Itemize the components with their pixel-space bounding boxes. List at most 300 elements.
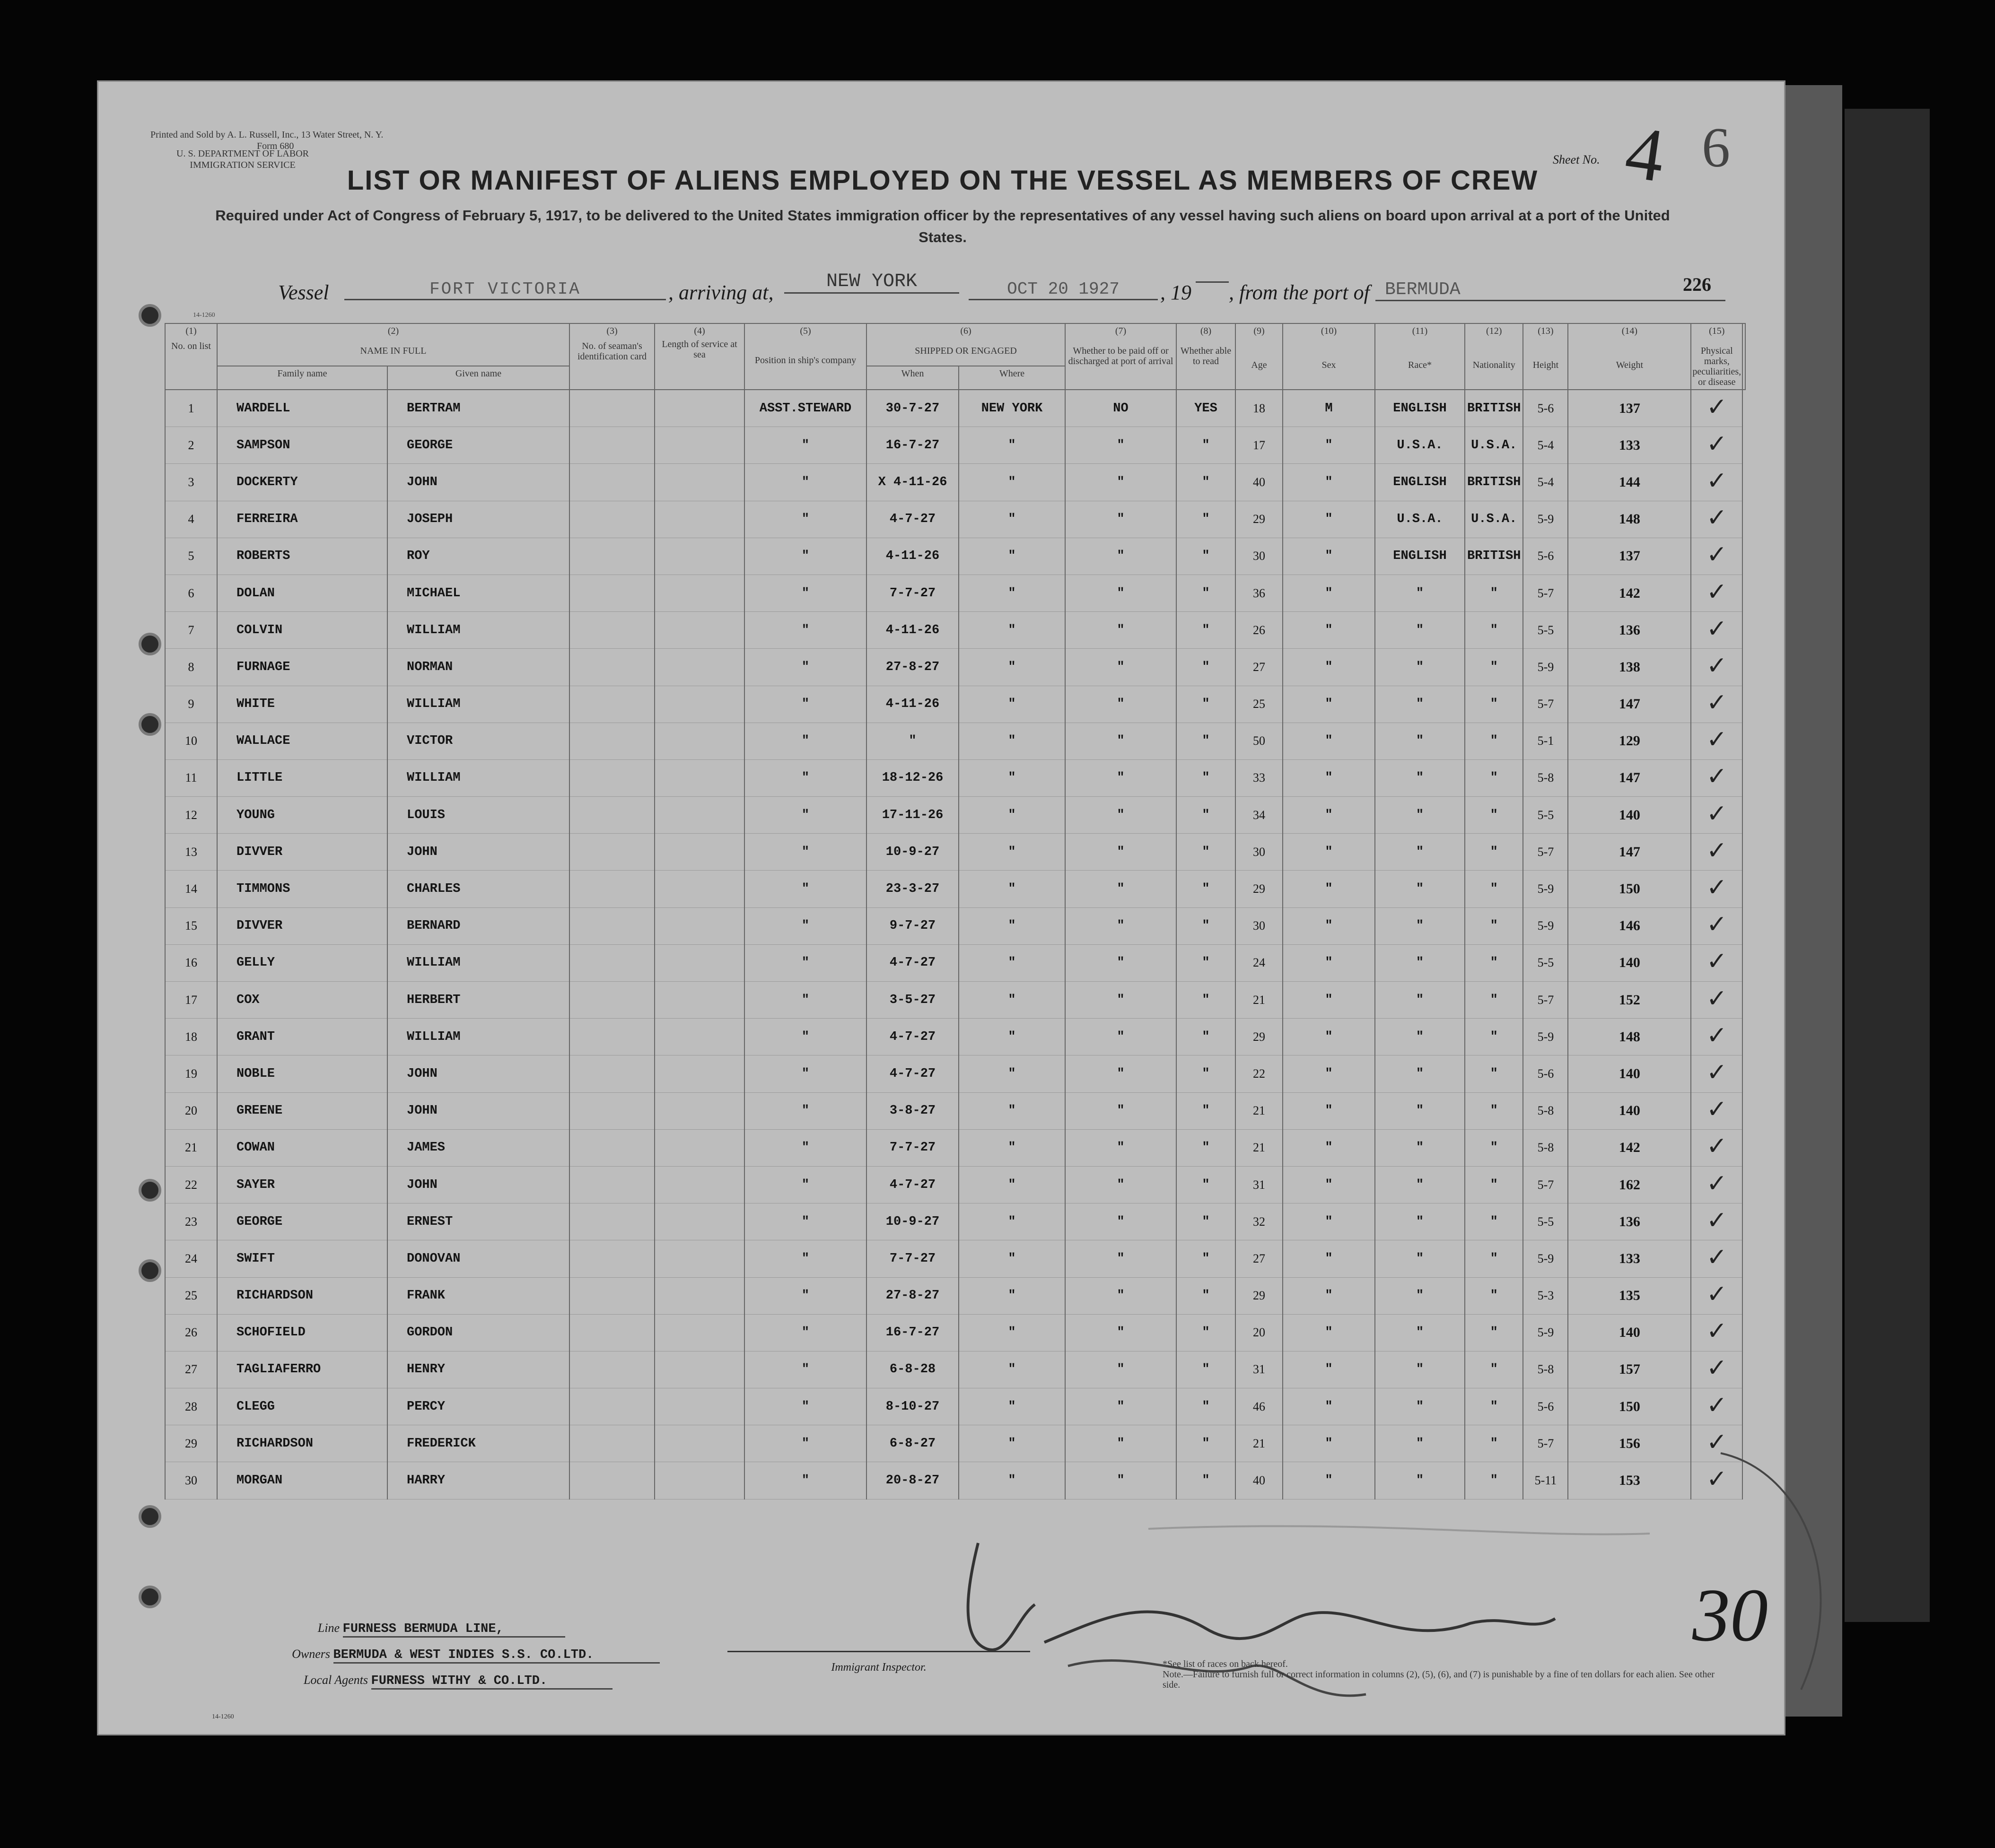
- race-cell: ": [1375, 1019, 1465, 1055]
- length-service-cell: [655, 1314, 744, 1351]
- age-cell: 30: [1235, 538, 1283, 575]
- age-cell: 30: [1235, 907, 1283, 944]
- able-to-read-cell: ": [1176, 427, 1235, 464]
- sex-cell: ": [1283, 538, 1375, 575]
- sex-cell: ": [1283, 1092, 1375, 1129]
- id-card-cell: [569, 1425, 655, 1462]
- position-cell: ": [744, 834, 866, 871]
- shipped-where-cell: ": [959, 1129, 1065, 1166]
- arriving-port: NEW YORK: [784, 271, 959, 294]
- family-name-cell: SAYER: [217, 1166, 387, 1203]
- length-service-cell: [655, 538, 744, 575]
- table-row: [165, 1203, 1745, 1240]
- paid-off-cell: NO: [1065, 390, 1176, 427]
- race-cell: ": [1375, 871, 1465, 907]
- race-cell: ": [1375, 1462, 1465, 1499]
- row-number-cell: 17: [165, 982, 217, 1019]
- table-row: [165, 649, 1745, 686]
- table-row: [165, 1166, 1745, 1203]
- nationality-cell: ": [1465, 759, 1523, 796]
- age-cell: 40: [1235, 464, 1283, 501]
- shipped-when-cell: 10-9-27: [866, 834, 959, 871]
- weight-cell: 147: [1568, 759, 1691, 796]
- able-to-read-cell: ": [1176, 1019, 1235, 1055]
- shipped-when-cell: 8-10-27: [866, 1388, 959, 1425]
- sheet-number-faint: 6: [1702, 116, 1730, 179]
- id-card-cell: [569, 1092, 655, 1129]
- shipped-where-cell: ": [959, 1425, 1065, 1462]
- able-to-read-cell: ": [1176, 834, 1235, 871]
- family-name-cell: NOBLE: [217, 1055, 387, 1092]
- shipped-when-cell: 4-7-27: [866, 501, 959, 538]
- shipped-when-cell: 7-7-27: [866, 1129, 959, 1166]
- id-card-cell: [569, 1462, 655, 1499]
- length-service-cell: [655, 501, 744, 538]
- table-row: [165, 834, 1745, 871]
- sex-cell: ": [1283, 834, 1375, 871]
- position-cell: ": [744, 1314, 866, 1351]
- length-service-cell: [655, 464, 744, 501]
- shipped-where-cell: ": [959, 427, 1065, 464]
- weight-cell: 136: [1568, 1203, 1691, 1240]
- manifest-sheet: [97, 80, 1785, 1735]
- check-mark-icon: ✓: [1706, 1280, 1727, 1309]
- nationality-cell: U.S.A.: [1465, 427, 1523, 464]
- weight-cell: 140: [1568, 1314, 1691, 1351]
- height-cell: 5-7: [1523, 1425, 1568, 1462]
- race-cell: ": [1375, 1351, 1465, 1388]
- table-row: [165, 982, 1745, 1019]
- race-cell: ": [1375, 1129, 1465, 1166]
- age-cell: 30: [1235, 834, 1283, 871]
- id-card-cell: [569, 982, 655, 1019]
- family-name-cell: ROBERTS: [217, 538, 387, 575]
- sheet-number-label: Sheet No.: [1553, 153, 1600, 166]
- nationality-cell: ": [1465, 871, 1523, 907]
- shipped-where-cell: ": [959, 1019, 1065, 1055]
- height-cell: 5-5: [1523, 1203, 1568, 1240]
- given-name-cell: GORDON: [387, 1314, 569, 1351]
- nationality-cell: ": [1465, 797, 1523, 834]
- shipped-when-cell: 4-7-27: [866, 944, 959, 981]
- check-mark-icon: ✓: [1706, 1206, 1727, 1235]
- row-number-cell: 26: [165, 1314, 217, 1351]
- id-card-cell: [569, 464, 655, 501]
- id-card-cell: [569, 1019, 655, 1055]
- paid-off-cell: ": [1065, 575, 1176, 611]
- nationality-cell: ": [1465, 1277, 1523, 1314]
- race-cell: ": [1375, 1425, 1465, 1462]
- able-to-read-cell: ": [1176, 871, 1235, 907]
- paid-off-cell: ": [1065, 871, 1176, 907]
- vessel-label: Vessel: [278, 281, 329, 304]
- race-cell: ": [1375, 649, 1465, 686]
- shipped-where-cell: ": [959, 686, 1065, 723]
- height-cell: 5-5: [1523, 944, 1568, 981]
- id-card-cell: [569, 759, 655, 796]
- nationality-cell: ": [1465, 1129, 1523, 1166]
- owners-value: BERMUDA & WEST INDIES S.S. CO.LTD.: [333, 1648, 660, 1664]
- age-cell: 29: [1235, 871, 1283, 907]
- department-label: U. S. DEPARTMENT OF LABOR IMMIGRATION SERVICE: [176, 148, 309, 170]
- position-cell: ": [744, 427, 866, 464]
- able-to-read-cell: ": [1176, 723, 1235, 759]
- col-where: Where: [959, 366, 1065, 390]
- shipped-when-cell: 23-3-27: [866, 871, 959, 907]
- age-cell: 17: [1235, 427, 1283, 464]
- age-cell: 27: [1235, 1240, 1283, 1277]
- position-cell: ": [744, 501, 866, 538]
- row-number-cell: 20: [165, 1092, 217, 1129]
- id-card-cell: [569, 1277, 655, 1314]
- race-cell: ": [1375, 686, 1465, 723]
- nationality-cell: ": [1465, 649, 1523, 686]
- table-row: [165, 944, 1745, 981]
- given-name-cell: JOHN: [387, 1092, 569, 1129]
- shipped-where-cell: ": [959, 464, 1065, 501]
- given-name-cell: CHARLES: [387, 871, 569, 907]
- shipped-where-cell: ": [959, 575, 1065, 611]
- col-shipped: (6) SHIPPED OR ENGAGED: [866, 323, 1065, 366]
- race-cell: ": [1375, 1277, 1465, 1314]
- sex-cell: ": [1283, 1425, 1375, 1462]
- row-number-cell: 28: [165, 1388, 217, 1425]
- weight-cell: 142: [1568, 575, 1691, 611]
- height-cell: 5-9: [1523, 1019, 1568, 1055]
- id-card-cell: [569, 1203, 655, 1240]
- position-cell: ": [744, 759, 866, 796]
- position-cell: ": [744, 1019, 866, 1055]
- nationality-cell: ": [1465, 1462, 1523, 1499]
- race-cell: ": [1375, 1314, 1465, 1351]
- family-name-cell: GEORGE: [217, 1203, 387, 1240]
- able-to-read-cell: ": [1176, 759, 1235, 796]
- table-row: [165, 686, 1745, 723]
- binder-hole: [139, 1179, 161, 1202]
- paid-off-cell: ": [1065, 982, 1176, 1019]
- height-cell: 5-9: [1523, 1314, 1568, 1351]
- able-to-read-cell: ": [1176, 1277, 1235, 1314]
- family-name-cell: DOCKERTY: [217, 464, 387, 501]
- given-name-cell: BERTRAM: [387, 390, 569, 427]
- length-service-cell: [655, 1388, 744, 1425]
- able-to-read-cell: ": [1176, 612, 1235, 649]
- check-mark-icon: ✓: [1706, 466, 1727, 495]
- paid-off-cell: ": [1065, 1240, 1176, 1277]
- sex-cell: ": [1283, 982, 1375, 1019]
- table-row: [165, 612, 1745, 649]
- col-sex: (10) Sex: [1283, 323, 1375, 390]
- height-cell: 5-7: [1523, 834, 1568, 871]
- paid-off-cell: ": [1065, 649, 1176, 686]
- age-cell: 32: [1235, 1203, 1283, 1240]
- able-to-read-cell: ": [1176, 1092, 1235, 1129]
- sex-cell: ": [1283, 1019, 1375, 1055]
- physical-marks-cell: [1691, 1129, 1742, 1166]
- sex-cell: ": [1283, 686, 1375, 723]
- nationality-cell: BRITISH: [1465, 538, 1523, 575]
- able-to-read-cell: ": [1176, 1055, 1235, 1092]
- given-name-cell: ROY: [387, 538, 569, 575]
- able-to-read-cell: ": [1176, 1166, 1235, 1203]
- agents-value: FURNESS WITHY & CO.LTD.: [371, 1674, 612, 1690]
- from-port-label: , from the port of: [1229, 281, 1370, 304]
- length-service-cell: [655, 723, 744, 759]
- given-name-cell: HERBERT: [387, 982, 569, 1019]
- position-cell: ": [744, 686, 866, 723]
- given-name-cell: DONOVAN: [387, 1240, 569, 1277]
- weight-cell: 140: [1568, 797, 1691, 834]
- id-card-cell: [569, 1351, 655, 1388]
- length-service-cell: [655, 1166, 744, 1203]
- check-mark-icon: ✓: [1706, 429, 1727, 458]
- shipped-when-cell: 4-11-26: [866, 612, 959, 649]
- col-height: (13) Height: [1523, 323, 1568, 390]
- page-number: 226: [1683, 274, 1711, 295]
- age-cell: 25: [1235, 686, 1283, 723]
- weight-cell: 150: [1568, 1388, 1691, 1425]
- physical-marks-cell: [1691, 834, 1742, 871]
- race-cell: ": [1375, 612, 1465, 649]
- position-cell: ": [744, 1462, 866, 1499]
- given-name-cell: JOHN: [387, 834, 569, 871]
- check-mark-icon: ✓: [1706, 1465, 1727, 1494]
- age-cell: 24: [1235, 944, 1283, 981]
- given-name-cell: JOHN: [387, 1055, 569, 1092]
- shipped-when-cell: 10-9-27: [866, 1203, 959, 1240]
- sex-cell: ": [1283, 1351, 1375, 1388]
- race-cell: U.S.A.: [1375, 501, 1465, 538]
- physical-marks-cell: [1691, 944, 1742, 981]
- id-card-cell: [569, 390, 655, 427]
- id-card-cell: [569, 1129, 655, 1166]
- shipped-when-cell: X 4-11-26: [866, 464, 959, 501]
- id-card-cell: [569, 1166, 655, 1203]
- col-position: (5) Position in ship's company: [744, 323, 866, 390]
- table-row: [165, 1314, 1745, 1351]
- binder-hole: [139, 1505, 161, 1528]
- physical-marks-cell: [1691, 686, 1742, 723]
- position-cell: ": [744, 575, 866, 611]
- sex-cell: ": [1283, 1314, 1375, 1351]
- height-cell: 5-4: [1523, 427, 1568, 464]
- id-card-cell: [569, 834, 655, 871]
- id-card-cell: [569, 1314, 655, 1351]
- weight-cell: 133: [1568, 1240, 1691, 1277]
- length-service-cell: [655, 871, 744, 907]
- table-row: [165, 1019, 1745, 1055]
- height-cell: 5-7: [1523, 1166, 1568, 1203]
- check-mark-icon: ✓: [1706, 910, 1727, 939]
- given-name-cell: WILLIAM: [387, 759, 569, 796]
- table-row: [165, 464, 1745, 501]
- position-cell: ": [744, 1277, 866, 1314]
- col-id-card: (3) No. of seaman's identification card: [569, 323, 655, 390]
- col-name-in-full: (2) NAME IN FULL: [217, 323, 569, 366]
- paid-off-cell: ": [1065, 1129, 1176, 1166]
- table-row: [165, 907, 1745, 944]
- weight-cell: 150: [1568, 871, 1691, 907]
- height-cell: 5-11: [1523, 1462, 1568, 1499]
- check-mark-icon: ✓: [1706, 799, 1727, 828]
- race-cell: ": [1375, 1388, 1465, 1425]
- length-service-cell: [655, 612, 744, 649]
- check-mark-icon: ✓: [1706, 651, 1727, 680]
- given-name-cell: WILLIAM: [387, 1019, 569, 1055]
- weight-cell: 140: [1568, 944, 1691, 981]
- row-number-cell: 18: [165, 1019, 217, 1055]
- shipped-where-cell: ": [959, 1055, 1065, 1092]
- family-name-cell: FERREIRA: [217, 501, 387, 538]
- age-cell: 40: [1235, 1462, 1283, 1499]
- position-cell: ": [744, 982, 866, 1019]
- check-mark-icon: ✓: [1706, 947, 1727, 976]
- check-mark-icon: ✓: [1706, 725, 1727, 754]
- race-cell: ": [1375, 944, 1465, 981]
- length-service-cell: [655, 982, 744, 1019]
- family-name-cell: GREENE: [217, 1092, 387, 1129]
- owners-row: Owners BERMUDA & WEST INDIES S.S. CO.LTD.: [217, 1647, 660, 1664]
- col-length-service: (4) Length of service at sea: [655, 323, 744, 390]
- nationality-cell: ": [1465, 1055, 1523, 1092]
- race-cell: ": [1375, 1240, 1465, 1277]
- paid-off-cell: ": [1065, 907, 1176, 944]
- row-number-cell: 9: [165, 686, 217, 723]
- given-name-cell: VICTOR: [387, 723, 569, 759]
- check-mark-icon: ✓: [1706, 836, 1727, 865]
- row-number-cell: 12: [165, 797, 217, 834]
- check-mark-icon: ✓: [1706, 614, 1727, 643]
- length-service-cell: [655, 759, 744, 796]
- adjacent-page-edge-dark: [1845, 109, 1930, 1622]
- row-number-cell: 11: [165, 759, 217, 796]
- position-cell: ": [744, 907, 866, 944]
- given-name-cell: FRANK: [387, 1277, 569, 1314]
- shipped-when-cell: 6-8-27: [866, 1425, 959, 1462]
- paid-off-cell: ": [1065, 1166, 1176, 1203]
- binder-hole: [139, 304, 161, 327]
- able-to-read-cell: ": [1176, 575, 1235, 611]
- paid-off-cell: ": [1065, 1092, 1176, 1129]
- shipped-when-cell: ": [866, 723, 959, 759]
- family-name-cell: RICHARDSON: [217, 1277, 387, 1314]
- length-service-cell: [655, 1129, 744, 1166]
- given-name-cell: JOHN: [387, 464, 569, 501]
- able-to-read-cell: ": [1176, 501, 1235, 538]
- given-name-cell: HENRY: [387, 1351, 569, 1388]
- shipped-where-cell: ": [959, 907, 1065, 944]
- total-count: 30: [1692, 1573, 1768, 1657]
- inspector-line: [727, 1651, 1030, 1652]
- physical-marks-cell: [1691, 390, 1742, 427]
- col-when: When: [866, 366, 959, 390]
- length-service-cell: [655, 390, 744, 427]
- age-cell: 18: [1235, 390, 1283, 427]
- physical-marks-cell: [1691, 464, 1742, 501]
- sex-cell: M: [1283, 390, 1375, 427]
- nationality-cell: ": [1465, 982, 1523, 1019]
- row-number-cell: 15: [165, 907, 217, 944]
- length-service-cell: [655, 427, 744, 464]
- given-name-cell: JOSEPH: [387, 501, 569, 538]
- able-to-read-cell: ": [1176, 982, 1235, 1019]
- shipped-when-cell: 6-8-28: [866, 1351, 959, 1388]
- id-card-cell: [569, 686, 655, 723]
- sex-cell: ": [1283, 1129, 1375, 1166]
- nationality-cell: ": [1465, 944, 1523, 981]
- length-service-cell: [655, 834, 744, 871]
- sheet-number: 4: [1620, 109, 1670, 198]
- length-service-cell: [655, 1277, 744, 1314]
- col-age: (9) Age: [1235, 323, 1283, 390]
- age-cell: 20: [1235, 1314, 1283, 1351]
- nationality-cell: ": [1465, 686, 1523, 723]
- row-number-cell: 2: [165, 427, 217, 464]
- length-service-cell: [655, 1019, 744, 1055]
- physical-marks-cell: [1691, 1277, 1742, 1314]
- sex-cell: ": [1283, 464, 1375, 501]
- sex-cell: ": [1283, 871, 1375, 907]
- paid-off-cell: ": [1065, 1351, 1176, 1388]
- nationality-cell: ": [1465, 907, 1523, 944]
- row-number-cell: 21: [165, 1129, 217, 1166]
- id-card-cell: [569, 723, 655, 759]
- row-number-cell: 8: [165, 649, 217, 686]
- sex-cell: ": [1283, 575, 1375, 611]
- sex-cell: ": [1283, 1388, 1375, 1425]
- position-cell: ": [744, 538, 866, 575]
- weight-cell: 144: [1568, 464, 1691, 501]
- given-name-cell: FREDERICK: [387, 1425, 569, 1462]
- paid-off-cell: ": [1065, 427, 1176, 464]
- age-cell: 26: [1235, 612, 1283, 649]
- check-mark-icon: ✓: [1706, 1354, 1727, 1383]
- family-name-cell: SCHOFIELD: [217, 1314, 387, 1351]
- height-cell: 5-7: [1523, 982, 1568, 1019]
- physical-marks-cell: [1691, 501, 1742, 538]
- given-name-cell: HARRY: [387, 1462, 569, 1499]
- printer-credit: Printed and Sold by A. L. Russell, Inc., 13 Water Street, N. Y. Form 680: [150, 130, 384, 151]
- row-number-cell: 1: [165, 390, 217, 427]
- race-cell: ENGLISH: [1375, 538, 1465, 575]
- col-nationality: (12) Nationality: [1465, 323, 1523, 390]
- age-cell: 33: [1235, 759, 1283, 796]
- paid-off-cell: ": [1065, 1462, 1176, 1499]
- weight-cell: 142: [1568, 1129, 1691, 1166]
- height-cell: 5-8: [1523, 1351, 1568, 1388]
- family-name-cell: DIVVER: [217, 834, 387, 871]
- sex-cell: ": [1283, 1240, 1375, 1277]
- race-cell: ": [1375, 1092, 1465, 1129]
- col-blank: [1742, 323, 1745, 390]
- binder-hole: [139, 1586, 161, 1608]
- race-cell: ": [1375, 1203, 1465, 1240]
- height-cell: 5-8: [1523, 759, 1568, 796]
- check-mark-icon: ✓: [1706, 984, 1727, 1013]
- race-cell: ": [1375, 982, 1465, 1019]
- shipped-where-cell: ": [959, 612, 1065, 649]
- paid-off-cell: ": [1065, 1425, 1176, 1462]
- row-number-cell: 3: [165, 464, 217, 501]
- paid-off-cell: ": [1065, 944, 1176, 981]
- check-mark-icon: ✓: [1706, 1428, 1727, 1456]
- able-to-read-cell: ": [1176, 686, 1235, 723]
- sex-cell: ": [1283, 427, 1375, 464]
- length-service-cell: [655, 1055, 744, 1092]
- given-name-cell: BERNARD: [387, 907, 569, 944]
- table-row: [165, 1055, 1745, 1092]
- age-cell: 34: [1235, 797, 1283, 834]
